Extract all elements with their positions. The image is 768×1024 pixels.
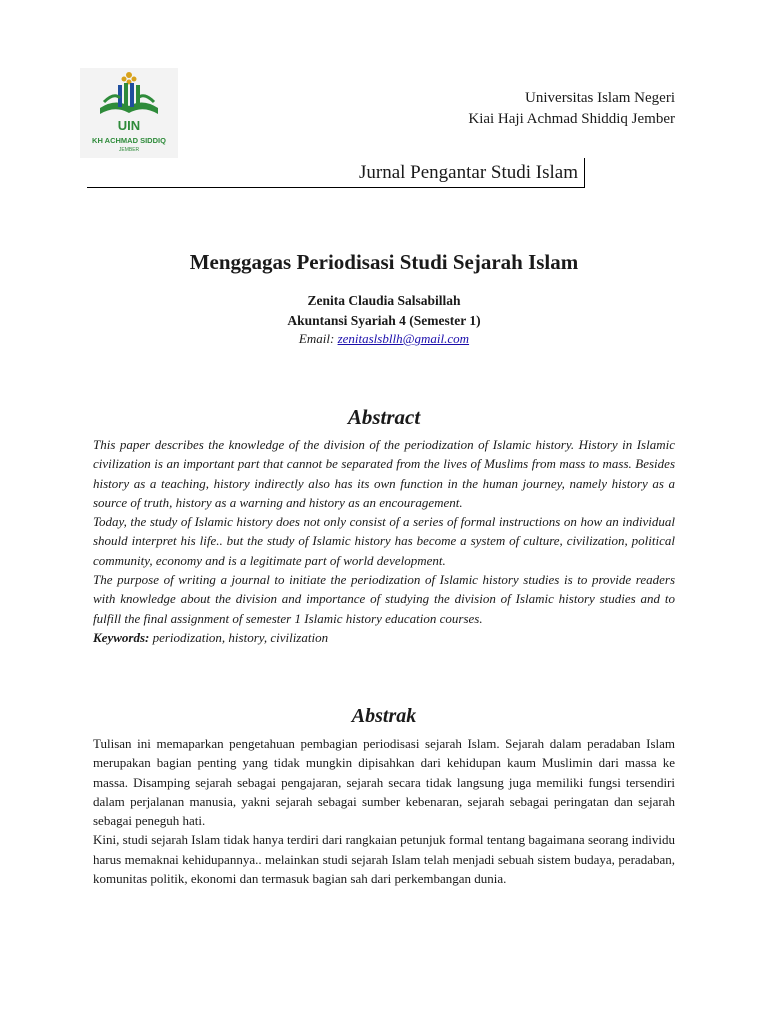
university-name (468, 88, 675, 130)
logo-subtext: KH ACHMAD SIDDIQ (92, 136, 166, 145)
university-line-2: Kiai Haji Achmad Shiddiq Jember (468, 111, 675, 127)
header-divider (87, 187, 585, 188)
author-email (0, 330, 768, 348)
header-divider-vertical (584, 158, 585, 187)
author-name: Zenita Claudia Salsabillah (307, 293, 461, 308)
keywords-label: Keywords: (93, 629, 150, 645)
author-program: Akuntansi Syariah 4 (Semester 1) (287, 313, 481, 328)
email-link[interactable]: zenitaslsbllh@gmail.com (337, 331, 470, 346)
logo-text: UIN (117, 118, 141, 133)
university-line-1: Universitas Islam Negeri (525, 90, 675, 106)
journal-name: Jurnal Pengantar Studi Islam (359, 162, 578, 183)
article-title: Menggagas Periodisasi Studi Sejarah Islam (189, 250, 579, 274)
abstract-paragraph: The purpose of writing a journal to initiate the periodization of Islamic history studies is to provide readers with knowledge about the division and importance of studying the division of Islamic history studies and to fulfill the final assignment of semester 1 Islamic history education courses. (93, 572, 675, 626)
abstract-paragraph: Today, the study of Islamic history does not only consist of a series of formal instructions on how an individual should interpret his life.. but the study of Islamic history has become a system of culture, civilization, political community, economy and is a legitimate part of world development. (93, 514, 675, 568)
abstrak-body (93, 734, 675, 888)
abstract-body (93, 435, 675, 647)
email-label: Email: (298, 331, 338, 346)
abstrak-paragraph: Kini, studi sejarah Islam tidak hanya terdiri dari rangkaian petunjuk formal tentang bagaimana seorang individu harus memaknai kehidupannya.. melainkan studi sejarah Islam telah menjadi sebuah sistem budaya, peradaban, komunitas politik, ekonomi dan termasuk bagian sah dari perkembangan dunia. (93, 832, 675, 887)
abstrak-heading: Abstrak (351, 705, 417, 727)
abstract-paragraph: This paper describes the knowledge of the division of the periodization of Islamic history. History in Islamic civilization is an important part that cannot be separated from the lives of Muslims from mass to mass. Besides history as a teaching, history indirectly also has its own function in the human journey, namely history as a source of truth, history as a warning and history as an encouragement. (93, 437, 675, 510)
abstract-heading: Abstract (347, 405, 421, 429)
abstrak-paragraph: Tulisan ini memaparkan pengetahuan pembagian periodisasi sejarah Islam. Sejarah dalam peradaban Islam merupakan bagian penting yang tidak mungkin dipisahkan dari kehidupan kaum Muslimin dari massa ke massa. Disamping sejarah sebagai pengajaran, sejarah secara tidak langsung juga memiliki fungsi tersendiri dalam perjalanan manusia, yakni sejarah sebagai sumber kebenaran, sejarah sebagai peringatan dan sejarah sebagai peneguh hati. (93, 736, 675, 829)
keywords-list: periodization, history, civilization (149, 629, 329, 645)
keywords-line (93, 628, 675, 647)
logo-subtext-2: JEMBER (118, 147, 140, 153)
university-logo (80, 68, 178, 158)
uin-emblem-icon (80, 68, 178, 158)
